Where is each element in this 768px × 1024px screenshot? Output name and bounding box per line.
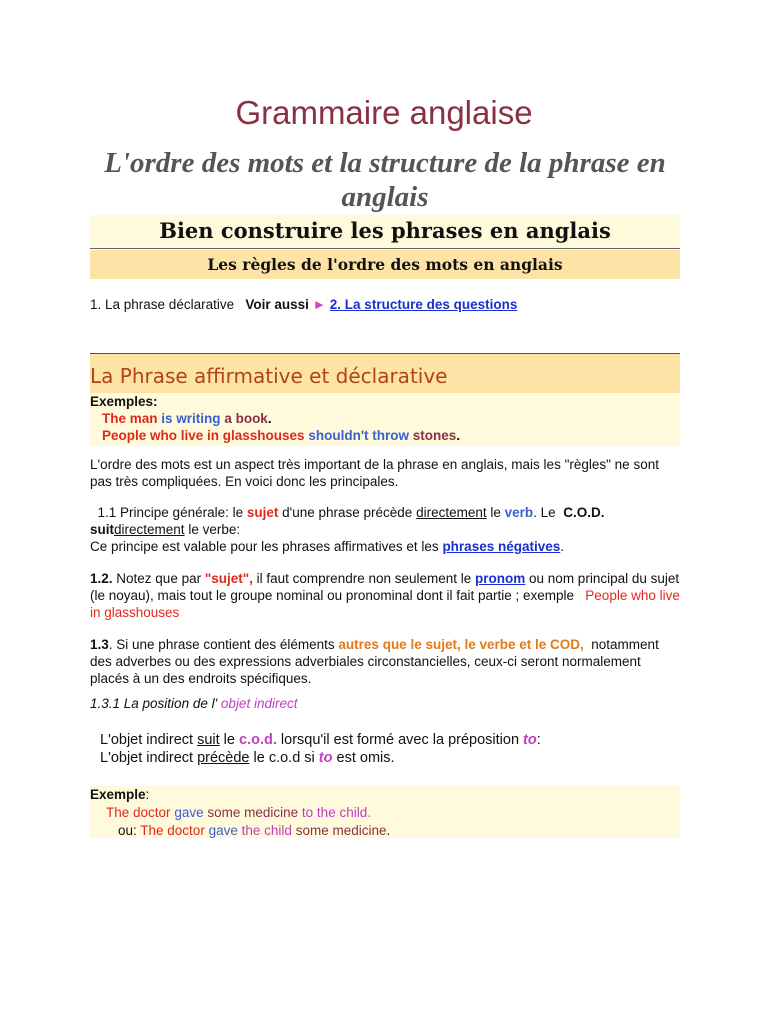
questions-link[interactable]: 2. La structure des questions	[329, 297, 518, 312]
section-subbanner: Les règles de l'ordre des mots en anglais	[90, 250, 680, 279]
example-line-2: ou: The doctor gave the child some medicine.	[118, 823, 391, 838]
example-box	[90, 786, 680, 838]
page-title: Grammaire anglaise	[235, 94, 533, 131]
principle-1-2: 1.2. Notez que par "sujet", il faut comprendre non seulement le pronom ou nom principal du sujet (le noyau), mais tout le groupe nominal ou pronominal dont il fait partie ; exemple People who live in glasshouses	[90, 571, 680, 620]
intro-paragraph: L'ordre des mots est un aspect très important de la phrase en anglais, mais les "règles" ne sont pas très compliquées. En voici donc les principales.	[90, 457, 659, 489]
pronoun-link[interactable]: pronom	[475, 571, 526, 586]
examples-label: Exemples:	[90, 394, 158, 409]
rule-indirect-object-1: L'objet indirect suit le c.o.d. lorsqu'il est formé avec la préposition to:	[100, 732, 541, 748]
ex-verb: is writing	[161, 411, 221, 426]
section-heading: La Phrase affirmative et déclarative	[90, 354, 680, 394]
nav-item: 1. La phrase déclarative	[90, 297, 235, 312]
see-also-label: Voir aussi	[245, 297, 309, 312]
ex-subject: The man	[102, 411, 158, 426]
principle-1-3: 1.3. Si une phrase contient des éléments autres que le sujet, le verbe et le COD, notamment des adverbes ou des expressions adverbiales circonstancielles, ceux-ci seront normalement placés à un des endroits spécifiques.	[90, 637, 659, 686]
example-label-line: Exemple:	[90, 787, 150, 802]
ex-object: a book	[224, 411, 268, 426]
ex-object: stones	[412, 428, 457, 443]
example-line: The man is writing a book.	[102, 411, 272, 426]
nav-line	[90, 297, 690, 312]
section-banner: Bien construire les phrases en anglais	[90, 215, 680, 249]
example-line: People who live in glasshouses shouldn't throw stones.	[102, 428, 461, 443]
negative-phrases-link[interactable]: phrases négatives	[442, 539, 561, 554]
principle-1-1: 1.1 Principe générale: le sujet d'une phrase précède directement le verb. Le C.O.D. suitdirectement le verbe: Ce principe est valable pour les phrases affirmatives et les phrases négatives.	[90, 505, 605, 554]
principle-1-3-1: 1.3.1 La position de l' objet indirect	[90, 696, 298, 711]
rule-indirect-object-2: L'objet indirect précède le c.o.d si to est omis.	[100, 750, 395, 766]
arrow-right-icon: ►	[312, 297, 327, 312]
page-subtitle: L'ordre des mots et la structure de la phrase en anglais	[104, 147, 666, 213]
examples-box	[90, 393, 680, 446]
ex-subject: People who live in glasshouses	[102, 428, 305, 443]
ex-verb: shouldn't throw	[308, 428, 410, 443]
example-line-1: The doctor gave some medicine to the child.	[106, 805, 371, 820]
